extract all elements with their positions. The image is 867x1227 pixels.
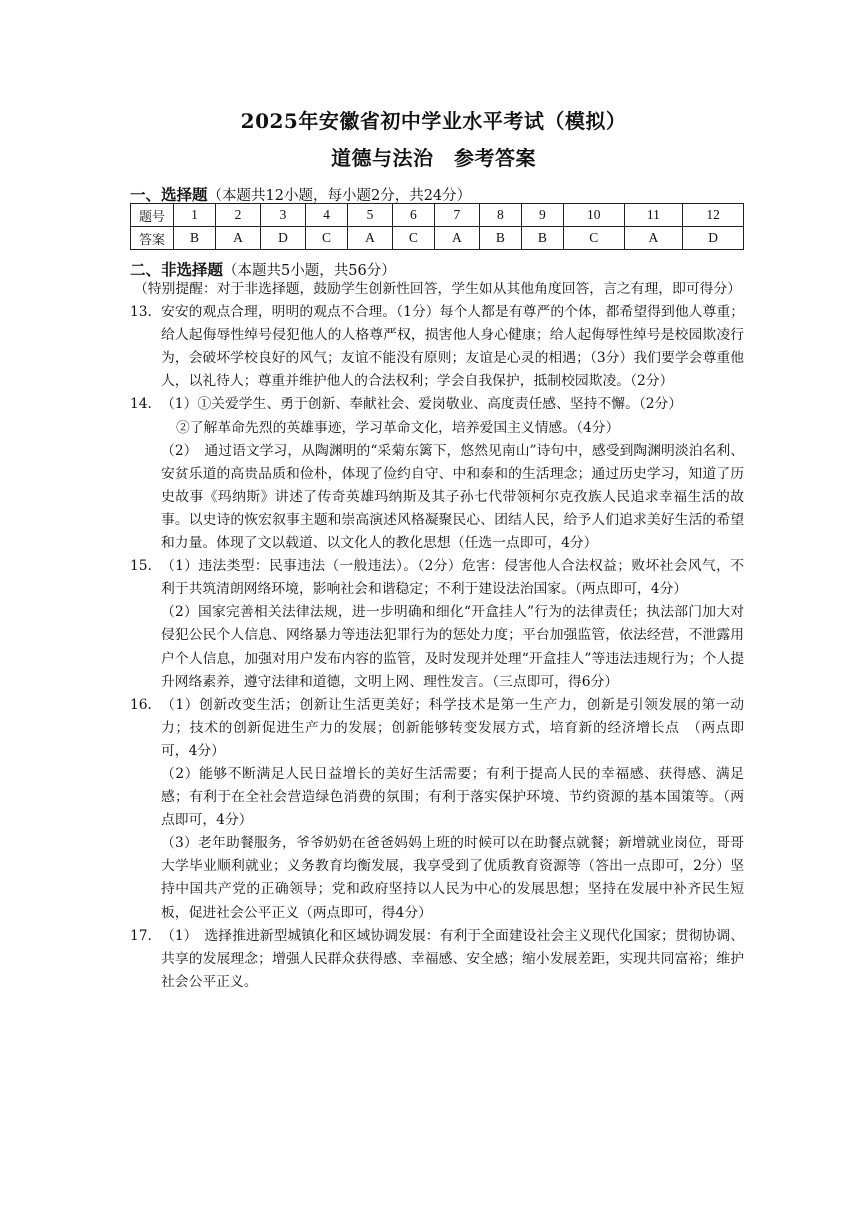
row-label-answer: 答案	[131, 227, 174, 250]
table-cell: D	[260, 227, 305, 250]
page-title: 2025年安徽省初中学业水平考试（模拟）	[240, 109, 627, 133]
table-cell: A	[434, 227, 479, 250]
question-14	[130, 393, 744, 416]
answer-paragraph: （2） 通过语文学习，从陶渊明的“采菊东篱下，悠然见南山”诗句中，感受到陶渊明淡泊名利、安贫乐道的高贵品质和俭朴，体现了俭约自守、中和泰和的生活理念；通过历史学习，知道了历史故事《玛纳斯》讲述了传奇英雄玛纳斯及其子孙七代带领柯尔克孜族人民追求幸福生活的故事。以史诗的恢宏叙事主题和崇高演述风格凝聚民心、团结人民，给予人们追求美好生活的希望和力量。体现了文以载道、以文化人的教化思想（任选一点即可，4分）	[161, 442, 744, 552]
table-row-answers	[131, 227, 744, 250]
table-cell: D	[683, 227, 744, 250]
table-cell: 9	[521, 204, 563, 227]
question-number: 17.	[130, 927, 152, 944]
answer-paragraph: （2）国家完善相关法律法规，进一步明确和细化“开盒挂人”行为的法律责任；执法部门加大对侵犯公民个人信息、网络暴力等违法犯罪行为的惩处力度；平台加强监管，依法经营，不泄露用户个人信息，加强对用户发布内容的监管，及时发现并处理“开盒挂人”等违法违规行为；个人提升网络素养，遵守法律和道德，文明上网、理性发言。（三点即可，得6分）	[161, 604, 744, 690]
section-2-note: （本题共5小题，共56分）	[223, 263, 396, 279]
question-13	[130, 301, 744, 393]
answer-text: 安安的观点合理，明明的观点不合理。（1分）每个人都是有尊严的个体，都希望得到他人尊重；给人起侮辱性绰号侵犯他人的人格尊严权，损害他人身心健康；给人起侮辱性绰号是校园欺凌行为，会破坏学校良好的风气；友谊不能没有原则；友谊是心灵的相遇；（3分）我们要学会尊重他人，以礼待人；尊重并维护他人的合法权利；学会自我保护，抵制校园欺凌。（2分）	[161, 304, 744, 390]
answer-table	[130, 203, 744, 250]
table-cell: 8	[479, 204, 521, 227]
question-17	[130, 925, 744, 994]
table-cell: B	[174, 227, 216, 250]
table-cell: 6	[392, 204, 434, 227]
section-2-heading	[130, 258, 396, 280]
table-row-numbers	[131, 204, 744, 227]
table-cell: C	[305, 227, 347, 250]
table-cell: 5	[347, 204, 392, 227]
question-number: 16.	[130, 696, 152, 713]
answer-text: （1）创新改变生活；创新让生活更美好；科学技术是第一生产力，创新是引领发展的第一动力；技术的创新促进生产力的发展；创新能够转变发展方式，培育新的经济增长点 （两点即可，4分）	[161, 696, 744, 759]
row-label-number: 题号	[131, 204, 174, 227]
grading-hint: （特别提醒：对于非选择题，鼓励学生创新性回答，学生如从其他角度回答，言之有理，即可得分）	[134, 281, 742, 297]
question-number: 13.	[130, 304, 152, 321]
section-1-note: （本题共12小题，每小题2分，共24分）	[207, 188, 472, 204]
table-cell: A	[215, 227, 260, 250]
table-cell: 12	[683, 204, 744, 227]
table-cell: C	[392, 227, 434, 250]
table-cell: 2	[215, 204, 260, 227]
table-cell: A	[347, 227, 392, 250]
table-cell: 4	[305, 204, 347, 227]
table-cell: C	[563, 227, 624, 250]
answer-paragraph: ②了解革命先烈的英雄事迹，学习革命文化，培养爱国主义情感。（4分）	[176, 419, 620, 436]
answer-text: （1） 选择推进新型城镇化和区域协调发展：有利于全面建设社会主义现代化国家；贯彻协调、共享的发展理念；增强人民群众获得感、幸福感、安全感；缩小发展差距，实现共同富裕；维护社会公平正义。	[161, 927, 744, 990]
table-cell: 10	[563, 204, 624, 227]
table-cell: 3	[260, 204, 305, 227]
answer-text: （1）①关爱学生、勇于创新、奉献社会、爱岗敬业、高度责任感、坚持不懈。（2分）	[161, 396, 683, 413]
table-cell: 11	[624, 204, 683, 227]
section-2-title: 二、非选择题	[130, 260, 224, 279]
question-number: 14.	[130, 396, 152, 413]
answers-body	[130, 278, 744, 994]
answer-paragraph: （2）能够不断满足人民日益增长的美好生活需要；有利于提高人民的幸福感、获得感、满足感；有利于在全社会营造绿色消费的氛围；有利于落实保护环境、节约资源的基本国策等。（两点即可，4分）	[161, 765, 744, 829]
table-cell: A	[624, 227, 683, 250]
section-1-title: 一、选择题	[130, 185, 208, 204]
table-cell: B	[479, 227, 521, 250]
question-number: 15.	[130, 558, 152, 575]
answer-text: （1）违法类型：民事违法（一般违法）。（2分）危害：侵害他人合法权益；败坏社会风气，不利于共筑清朗网络环境，影响社会和谐稳定；不利于建设法治国家。（两点即可，4分）	[161, 558, 744, 598]
question-16	[130, 694, 744, 763]
answer-paragraph: （3）老年助餐服务，爷爷奶奶在爸爸妈妈上班的时候可以在助餐点就餐；新增就业岗位，哥哥大学毕业顺利就业；义务教育均衡发展，我享受到了优质教育资源等（答出一点即可，2分）坚持中国共产党的正确领导；党和政府坚持以人民为中心的发展思想；坚持在发展中补齐民生短板，促进社会公平正义（两点即可，得4分）	[161, 835, 744, 921]
table-cell: 7	[434, 204, 479, 227]
table-cell: 1	[174, 204, 216, 227]
page-subtitle: 道德与法治 参考答案	[331, 146, 536, 170]
section-1-heading	[130, 183, 471, 205]
table-cell: B	[521, 227, 563, 250]
question-15	[130, 555, 744, 601]
